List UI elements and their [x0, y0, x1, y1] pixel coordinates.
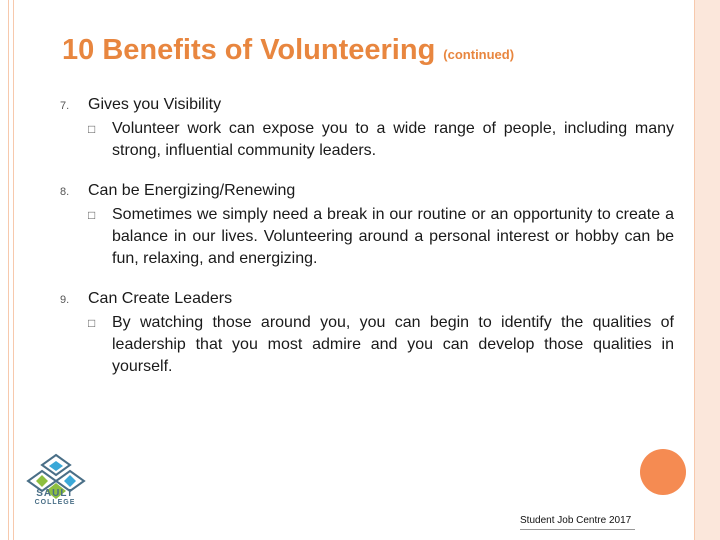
decorative-orange-circle: [640, 449, 686, 495]
item-number: 7.: [60, 100, 70, 112]
item-heading: Can be Energizing/Renewing: [88, 182, 296, 199]
item-heading: Gives you Visibility: [88, 96, 222, 113]
slide-title-main: 10 Benefits of Volunteering: [62, 34, 436, 66]
item-number: 9.: [60, 294, 70, 306]
sault-college-logo-icon: [26, 438, 86, 518]
slide-title-suffix: (continued): [443, 47, 515, 62]
item-bullet: [88, 204, 674, 270]
right-decorative-band: [694, 0, 720, 540]
footer-underline: [520, 529, 635, 530]
bullet-icon: □: [88, 208, 96, 222]
item-bullet: [88, 118, 674, 162]
right-frame-line: [694, 0, 695, 540]
item-bullet-text: Volunteer work can expose you to a wide range of people, including many strong, influential community leaders.: [112, 120, 674, 159]
logo-line-college: COLLEGE: [34, 499, 76, 506]
item-bullet-text: By watching those around you, you can begin to identify the qualities of leadership that you most admire and you can develop those qualities in yourself.: [112, 314, 674, 375]
item-bullet: [88, 312, 674, 378]
item-number: 8.: [60, 186, 70, 198]
bullet-icon: □: [88, 316, 96, 330]
item-heading: Can Create Leaders: [88, 290, 233, 307]
footer-text: Student Job Centre 2017: [520, 515, 632, 526]
bullet-icon: □: [88, 122, 96, 136]
left-frame-line-outer: [8, 0, 9, 540]
slide-title: [62, 34, 514, 67]
left-frame-line-inner: [13, 0, 14, 540]
item-bullet-text: Sometimes we simply need a break in our routine or an opportunity to create a balance in our lives. Volunteering around a personal interest or hobby can be fun, relaxing, and energizing.: [112, 206, 674, 267]
logo-wordmark: [26, 488, 84, 506]
logo-line-sault: SAULT: [36, 488, 74, 499]
